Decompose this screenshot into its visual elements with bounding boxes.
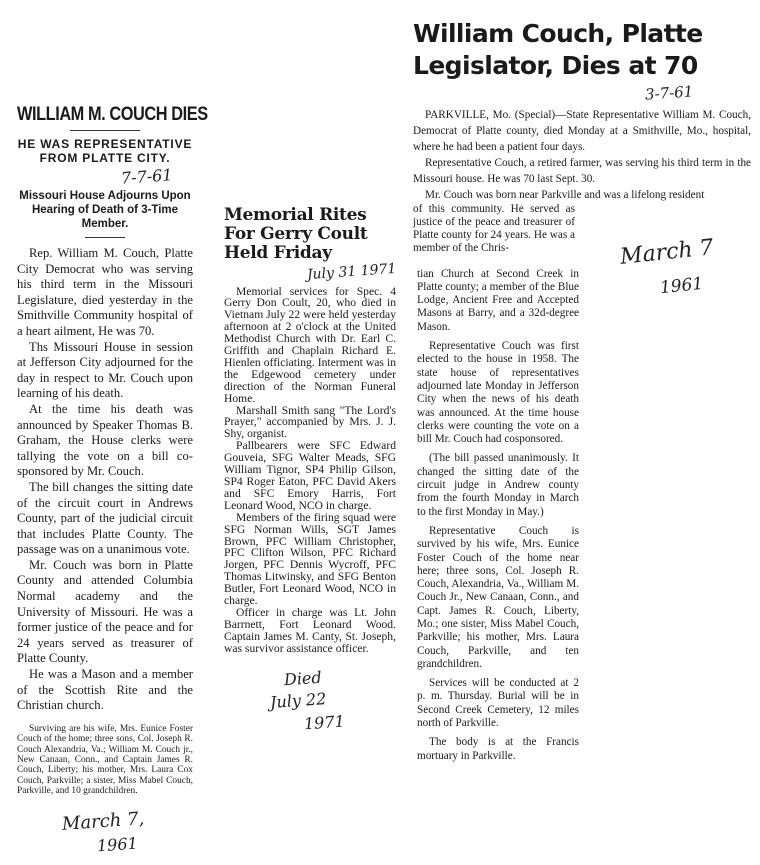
- article-body-wide: [413, 107, 751, 203]
- clipping-continued-column: [417, 268, 579, 763]
- handwritten-note-line: March 7: [618, 235, 715, 270]
- paragraph: Services will be conducted at 2 p. m. Thursday. Burial will be in Second Creek Cemetery, 12 miles north of Parkville.: [417, 677, 579, 730]
- handwritten-date: July 31 1971: [306, 260, 397, 284]
- paragraph: The bill changes the sitting date of the circuit court in Andrews County, part of the judicial circuit that includes Platte County. The passage was on a unanimous vote.: [17, 479, 193, 557]
- paragraph: of this community. He served as justice of the peace and treasurer of Platte county for 24 years. He was a member of the Chris-: [413, 202, 575, 255]
- clipping-memorial-rites: [224, 206, 396, 733]
- paragraph: The body is at the Francis mortuary in Parkville.: [417, 736, 579, 762]
- paragraph: tian Church at Second Creek in Platte county; a member of the Blue Lodge, Ancient Free and Accepted Masons at Barry, and a 32d-degree Mason.: [417, 267, 579, 333]
- handwritten-date: 3-7-61: [644, 82, 694, 104]
- headline: Memorial Rites For Gerry Coult Held Friday: [224, 205, 368, 263]
- paragraph: Rep. William M. Couch, Platte City Democrat who was serving his third term in the Missouri Legislature, died yesterday in the Smithville Community hospital of a heart ailment, He was 70.: [17, 246, 193, 338]
- paragraph: Memorial services for Spec. 4 Gerry Don Coult, 20, who died in Vietnam July 22 were held yesterday afternoon at 2 o'clock at the United Methodist Church with Dr. Earl C. Griffith and Chaplain Richard E. Hienlen officiating. Interment was in the Edgewood cemetery under direction of the Norman Funeral Home.: [224, 284, 396, 405]
- divider: [85, 237, 125, 238]
- paragraph: Mr. Couch was born near Parkville and was a lifelong resident: [425, 188, 705, 201]
- handwritten-date: 7-7-61: [120, 165, 174, 188]
- handwritten-note-line: 1961: [659, 273, 705, 299]
- paragraph: (The bill passed unanimously. It changed the sitting date of the circuit judge in Andrew county from the fourth Monday in March to the first Monday in May.): [417, 452, 579, 518]
- paragraph: PARKVILLE, Mo. (Special)—State Representative William M. Couch, Democrat of Platte county, died Monday at a Smithville, Mo., hospital, where he had been a patient four days.: [413, 108, 751, 153]
- handwritten-note-line: July 22: [269, 688, 327, 712]
- paragraph: Ths Missouri House in session at Jefferson City adjourned for the day in respect to Mr. Couch upon learning of his death.: [17, 339, 193, 401]
- paragraph: Mr. Couch was born in Platte County and attended Columbia Normal academy and the University of Missouri. He was a former justice of the peace and for 24 years served as treasurer of Platte County.: [17, 557, 193, 666]
- headline: WILLIAM M. COUCH DIES: [17, 104, 208, 125]
- divider: [70, 130, 140, 131]
- paragraph: Representative Couch was first elected to the house in 1958. The state house of representatives adjourned late Monday in Jefferson City when the news of his death was announced. At the time house clerks were counting the vote on a bill Mr. Couch had cosponsored.: [417, 340, 579, 446]
- clipping-william-couch-platte-legislator: [413, 18, 753, 769]
- headline-line: Legislator, Dies at 70: [413, 51, 698, 80]
- clipping-william-m-couch-dies: [17, 104, 208, 856]
- article-body: [224, 286, 396, 655]
- paragraph: Representative Couch is survived by his wife, Mrs. Eunice Foster Couch of the home near here; three sons, Col. Joseph R. Couch, Alexandria, Va., William M. Couch Jr., New Canaan, Conn., and Capt. James R. Couch, Liberty, Mo.; one sister, Miss Mabel Couch, Parkville; his mother, Mrs. Laura Couch, Parkville, and ten grandchildren.: [417, 524, 579, 670]
- handwritten-note-line: Died: [283, 667, 323, 689]
- survivors-paragraph: Surviving are his wife, Mrs. Eunice Foster Couch of the home; three sons, Col. Joseph R. Couch Alexandria, Va.; William M. Couch jr., New Canaan, Conn., and Captain James R. Couch, Liberty; his mother, Mrs. Laura Cox Couch, Parkville; a sister, Miss Mabel Couch, Parkville, and 10 grandchildren.: [17, 723, 193, 797]
- handwritten-note-line: March 7,: [61, 807, 145, 835]
- paragraph: He was a Mason and a member of the Scottish Rite and the Christian church.: [17, 667, 193, 713]
- paragraph: Members of the firing squad were SFG Norman Wills, SGT James Brown, PFC William Christopher, PFC Clifton Wilson, PFC Richard Jorgen, PFC Dennis Wycroff, PFC Thomas Litwinsky, and SFG Benton Butler, Fort Leonard Wood, NCO in charge.: [224, 510, 396, 608]
- article-body: [17, 246, 193, 714]
- paragraph: At the time his death was announced by Speaker Thomas B. Graham, the House clerks were tallying the vote on a bill co-sponsored by Mr. Couch.: [17, 401, 193, 479]
- deck: Missouri House Adjourns Upon Hearing of Death of 3-Time Member.: [19, 190, 191, 230]
- headline-line: William Couch, Platte: [413, 19, 703, 48]
- paragraph: Officer in charge was Lt. John Barrnett, Fort Leonard Wood. Captain James M. Canty, St. Joseph, was survivor assistance officer.: [224, 605, 396, 655]
- subhead: HE WAS REPRESENTATIVE FROM PLATTE CITY.: [17, 137, 193, 165]
- paragraph: Marshall Smith sang "The Lord's Prayer," accompanied by Mrs. J. J. Shy, organist.: [224, 403, 396, 441]
- handwritten-note-line: 1971: [303, 711, 346, 733]
- paragraph: Representative Couch, a retired farmer, was serving his third term in the Missouri house. He was 70 last Sept. 30.: [413, 156, 751, 185]
- paragraph: Pallbearers were SFC Edward Gouveia, SFG Walter Meads, SFG William Tignor, SP4 Philip Gilson, SP4 Roger Eaton, PFC David Akers and SFC Emory Harris, Fort Leonard Wood, NCO in charge.: [224, 439, 396, 512]
- handwritten-note-line: 1961: [96, 833, 139, 856]
